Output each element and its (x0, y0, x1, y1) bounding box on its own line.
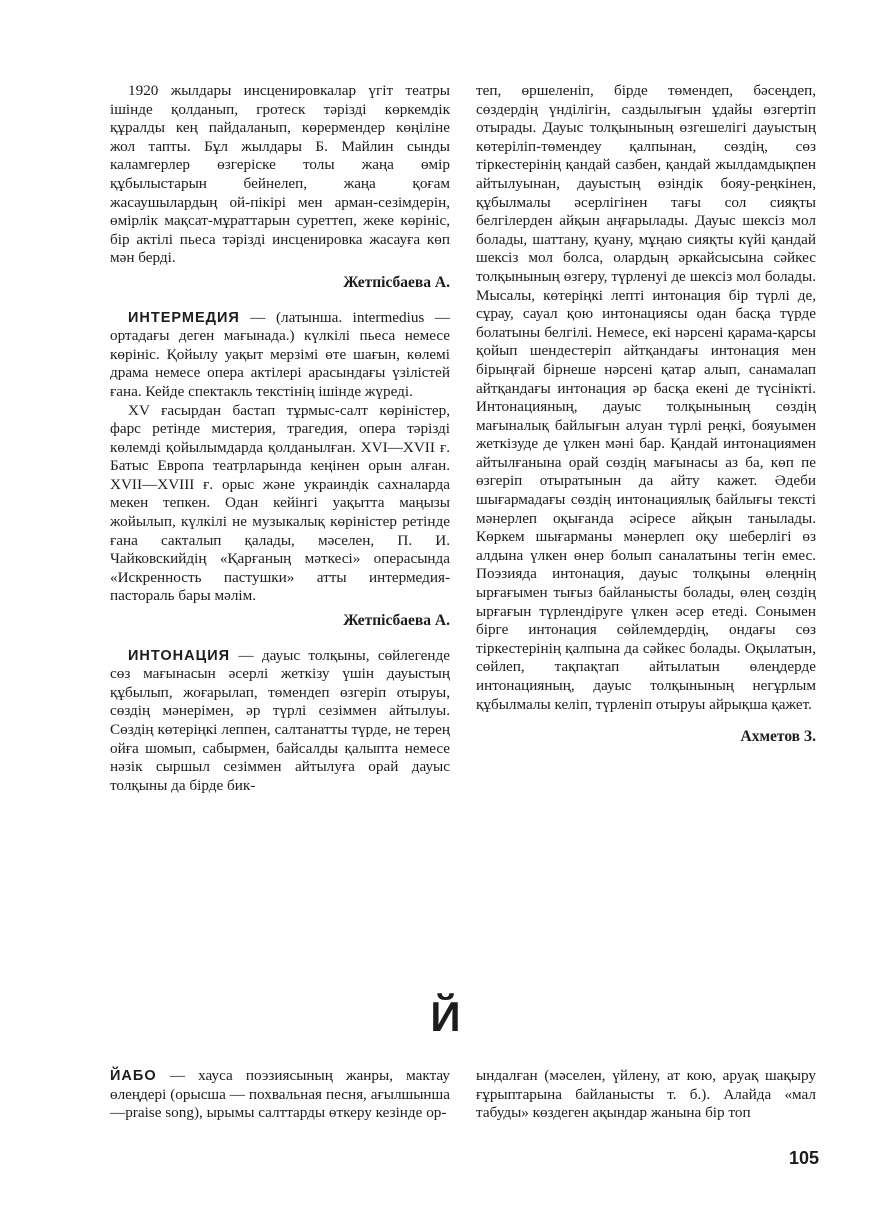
paragraph-yabo-continued: ындалған (мәселен, үйлену, ат кою, аруақ шақыру ғұрыптарына байланысты т. б.). Алайда «мал табуды» көздеген ақындар жанына бір топ (476, 1067, 816, 1122)
page-number: 105 (788, 1148, 819, 1168)
entry-term: ИНТЕРМЕДИЯ (128, 309, 240, 326)
entry-intermedia (110, 309, 450, 402)
right-column (476, 82, 816, 763)
entry-term: ИНТОНАЦИЯ (128, 647, 231, 664)
author-signature: Жетпісбаева А. (343, 273, 450, 291)
left-column (110, 82, 450, 795)
author-signature: Ахметов З. (740, 728, 816, 746)
bottom-left-column (110, 1052, 450, 1138)
paragraph-intermedia-history: XV ғасырдан бастап тұрмыс-салт көріністер, фарс ретінде мистерия, трагедия, опера тәрізді көлемді қойылымдарда қолданылған. XVI—XVII ғ. Батыс Европа театрларында кеңінен орын алған. XVII—XVIII ғ. орыс және украиндік сахналарда мекен тепкен. Одан кейінгі уақытта маңызы жойылып, күлкілі не музыкалық көріністер ретінде ғана сакталып қалады, мәселен, П. И. Чайковскийдің «Қарғаның мәткесі» операсында «Искренность пастушки» атты интермедия-пастораль бары мәлім. (110, 401, 450, 605)
entry-term: ЙАБО (110, 1068, 157, 1085)
entry-yabo (110, 1067, 450, 1123)
entry-definition: — дауыс толқыны, сөйлегенде сөз мағынасын әсерлі жеткізу үшін дауыстың құбылып, жоғарылап, төмендеп өзгеріп отыруы, сөздің мәнерімен, әр түрлі сезіммен айтылуы. Сөздің көтеріңкі леппен, салтанатты түрде, не терең ойға шомып, сабырмен, байсалды қалыпта немесе нәзік сыршыл сезіммен айтылуға орай дауыс толқыны да бірде бик- (110, 646, 450, 794)
author-signature: Жетпісбаева А. (343, 612, 450, 630)
entry-definition: — хауса поэзиясының жанры, мактау өлеңдері (орысша — похвальная песня, ағылшынша—praise song), ырымы салттарды өткеру кезінде ор- (110, 1067, 450, 1122)
entry-definition: — (латынша. intermedius — ортадағы деген мағынада.) күлкілі пьеса немесе көрініс. Қойылу уақыт мерзімі өте шағын, көлемі драма немесе опера актілері арасындағы үзілістей ғана. Кейде спектакль текстінің ішінде жүреді. (110, 308, 450, 400)
entry-intonation (110, 647, 450, 796)
paragraph-inscenirovka: 1920 жылдары инсценировкалар үгіт театры ішінде қолданып, гротеск тәрізді көркемдік құралды кең пайдаланып, көрермендер көңіліне жол тапты. Бұл жылдары Б. Майлин сынды каламгерлер өзгеріске толы жаңа өмір құбылыстарын бейнелеп, жаңа қоғам жасаушылардың ой-пікірі мен арман-сезімдерін, өмірлік мақсат-мұраттарын суреттеп, жеке көрініс, бір актілі пьеса тәрізді инсценировка жасауға көп мән берді. (110, 82, 450, 267)
bottom-right-column (476, 1052, 816, 1138)
section-letter-heading: Й (430, 993, 461, 1040)
paragraph-intonation-continued: теп, өршеленіп, бірде төмендеп, бәсеңдеп, сөздердің үнділігін, саздылығын ұдайы өзгертіп отырады. Дауыс толқынының өзгешелігі дауыстың көтеріліп-төмендеу қалпынан, сөздің, сөз тіркестерінің қандай сазбен, қандай жылдамдықпен айтылуынан, дауыстың өзіндік бояу-реңкінен, құбылмалы әсерлігінен тағы сол сияқты белгілерден айқын аңғарылады. Дауыс шексіз мол болады, шаттану, қуану, мұңаю сияқты күйі қандай шексіз мол болса, олардың әркайсысына сәйкес толқынының өзгеру, түрленуі де шексіз мол болады. Мысалы, көтеріңкі лепті интонация бір түрлі де, сұрау, сауал қою интонациясы одан басқа түрде болатыны белгілі. Немесе, екі нәрсені қарама-қарсы қойып шендестеріп айтқандағы интонация мен бірыңғай бірнеше нәрсені қатар алып, санамалап айтқандағы интонация әр басқа екені де түсінікті. Интонацияның, дауыс толқынының сөздің мағыналық байлығын алуан түрлі реңкі, бояуымен жеткізуде де үлкен мәні бар. Қандай интонациямен айтылғанына орай сөздің мағынасы аз ба, көп пе өзгеріп отыратынын да айту кажет. Әдеби шығармадағы сөздің интонациялық байлығы тексті мәнерлеп оқығанда әсіресе айқын танылады. Көркем шығарманы мәнерлеп оқу шеберлігі өз алдына үлкен өнер болып саналатыны тегін емес. Поэзияда интонация, дауыс толқыны өлеңнің ырғағымен тығыз байланысты болады, өлең сөздің ырғағын түрлендіруге үлкен әсер етеді. Сонымен бірге интонация сөйлемдердің, ондағы сөз тіркестерінің қалпына да сәйкес болады. Оқылатын, сөйлеп, тақпақтап айтылатын өлеңдерде интонацияның, дауыс толқынының негұрлым құбылмалы келіп, түрленіп отыруы айрықша қажет. (476, 82, 816, 713)
